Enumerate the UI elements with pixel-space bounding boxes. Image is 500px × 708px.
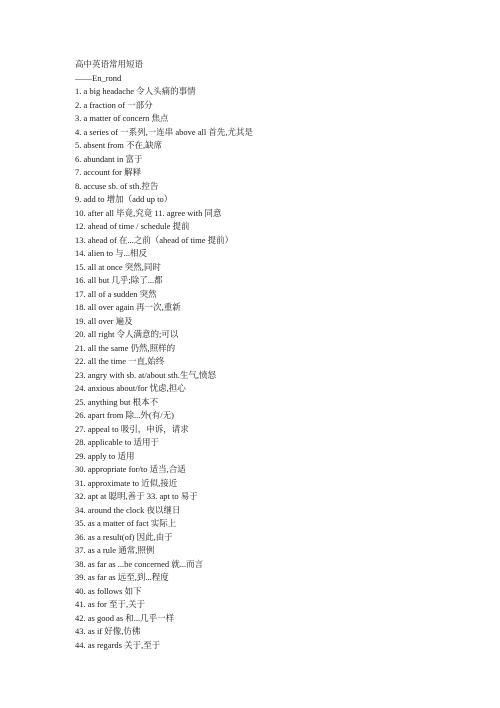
phrase-item: 27. appeal to 吸引，申诉，请求 [75,423,189,434]
phrase-item: 42. as good as 和...几乎一样 [75,612,175,623]
phrase-item: 22. all the time 一直,始终 [75,356,165,366]
document-title: 高中英语常用短语 [75,59,144,69]
phrase-item: 21. all the same 仍然,照样的 [75,342,176,353]
phrase-item: 31. approximate to 近似,接近 [75,477,178,488]
phrase-item: 35. as a matter of fact 实际上 [75,518,177,528]
phrase-item: 38. as far as ...be concerned 就...而言 [75,558,204,569]
phrase-item: 26. apart from 除...外(有/无) [75,410,174,420]
phrase-item: 12. ahead of time / schedule 提前 [75,221,190,231]
phrase-item: 19. all over 遍及 [75,315,133,326]
phrase-item: 30. appropriate for/to 适当,合适 [75,464,186,474]
phrase-item: 7. account for 解释 [75,167,142,177]
phrase-item: 4. a series of 一系列,一连串 above all 首先,尤其是 [75,126,253,137]
phrase-item: 44. as regards 关于,至于 [75,639,161,650]
phrase-item: 17. all of a sudden 突然 [75,288,157,299]
phrase-item: 5. absent from 不在,缺席 [75,140,163,150]
phrase-item: 43. as if 好像,仿佛 [75,626,141,636]
phrase-item: 13. ahead of 在...之前（ahead of time 提前） [75,234,234,245]
phrase-item: 15. all at once 突然,同时 [75,261,161,272]
document-page [75,58,475,652]
phrase-item: 24. anxious about/for 忧虑,担心 [75,383,186,393]
phrase-item: 2. a fraction of 一部分 [75,99,153,110]
phrase-item: 3. a matter of concern 焦点 [75,113,169,123]
phrase-item: 6. abundant in 富于 [75,153,143,164]
phrase-item: 28. applicable to 适用于 [75,437,160,447]
phrase-item: 40. as follows 如下 [75,585,142,596]
phrase-item: 36. as a result(of) 因此,由于 [75,531,173,542]
phrase-item: 8. accuse sb. of sth.控告 [75,180,159,191]
document-author: ——En_rond [75,72,122,83]
phrase-item: 37. as a rule 通常,照例 [75,545,155,555]
phrase-item: 16. all but 几乎;除了...都 [75,275,163,285]
phrase-item: 14. alien to 与...相反 [75,248,148,258]
phrase-item: 18. all over again 再一次,重新 [75,302,181,312]
phrase-item: 10. after all 毕竟,究竟 11. agree with 同意 [75,207,222,218]
phrase-item: 20. all right 令人满意的;可以 [75,329,179,339]
phrase-item: 1. a big headache 令人头痛的事情 [75,86,196,96]
phrase-item: 25. anything but 根本不 [75,396,159,407]
phrase-item: 32. apt at 聪明,善于 33. apt to 易于 [75,491,198,501]
phrase-item: 23. angry with sb. at/about sth.生气,愤怒 [75,369,216,380]
phrase-item: 41. as for 至于,关于 [75,599,146,609]
phrase-item: 29. apply to 适用 [75,450,135,461]
phrase-item: 39. as far as 远至,到...程度 [75,572,169,582]
phrase-item: 9. add to 增加（add up to） [75,194,173,204]
phrase-item: 34. around the clock 夜以继日 [75,504,181,515]
